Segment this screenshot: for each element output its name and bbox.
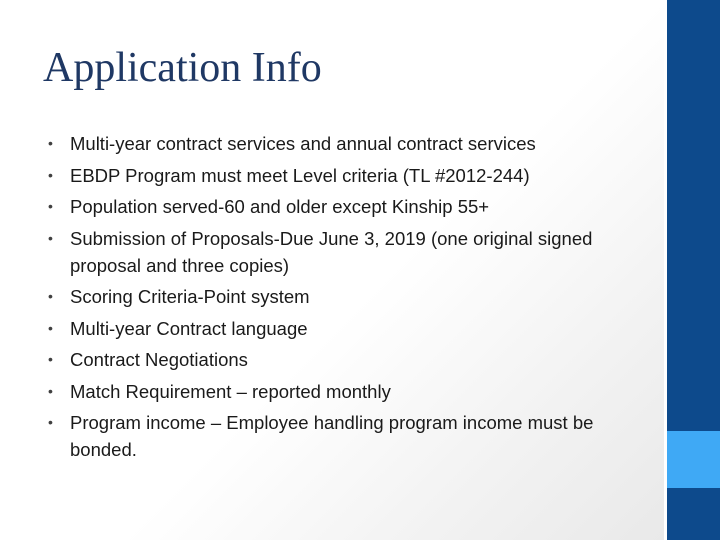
bullet-item <box>48 346 644 373</box>
bullet-text: Contract Negotiations <box>70 349 248 370</box>
bullet-dot-icon: • <box>48 166 53 183</box>
bullet-dot-icon: • <box>48 319 53 336</box>
bullet-text: Scoring Criteria-Point system <box>70 286 310 307</box>
bullet-item <box>48 315 644 342</box>
bullet-item <box>48 193 644 220</box>
bullet-item <box>48 378 644 405</box>
side-bar-accent-block <box>667 431 720 488</box>
bullet-dot-icon: • <box>48 351 53 367</box>
bullet-list <box>48 130 644 468</box>
side-decoration-bar <box>664 0 720 540</box>
bullet-dot-icon: • <box>48 288 53 304</box>
bullet-item <box>48 130 644 157</box>
bullet-text: Submission of Proposals-Due June 3, 2019 (one original signed proposal and three copies) <box>70 227 593 276</box>
bullet-text: EBDP Program must meet Level criteria (TL #2012-244) <box>70 164 530 186</box>
bullet-item <box>48 283 644 310</box>
bullet-dot-icon: • <box>48 198 53 214</box>
bullet-dot-icon: • <box>48 382 53 399</box>
bullet-text: Multi-year Contract language <box>70 317 308 339</box>
bullet-text: Population served-60 and older except Kinship 55+ <box>70 196 490 217</box>
bullet-item <box>48 162 644 189</box>
bullet-dot-icon: • <box>48 414 53 430</box>
bullet-text: Multi-year contract services and annual contract services <box>70 133 536 154</box>
bullet-text: Program income – Employee handling program income must be bonded. <box>70 412 594 460</box>
bullet-item <box>48 225 644 279</box>
bullet-item <box>48 409 644 463</box>
bullet-dot-icon: • <box>48 229 53 246</box>
slide-title: Application Info <box>43 45 322 91</box>
bullet-text: Match Requirement – reported monthly <box>70 380 391 402</box>
bullet-dot-icon: • <box>48 135 53 151</box>
